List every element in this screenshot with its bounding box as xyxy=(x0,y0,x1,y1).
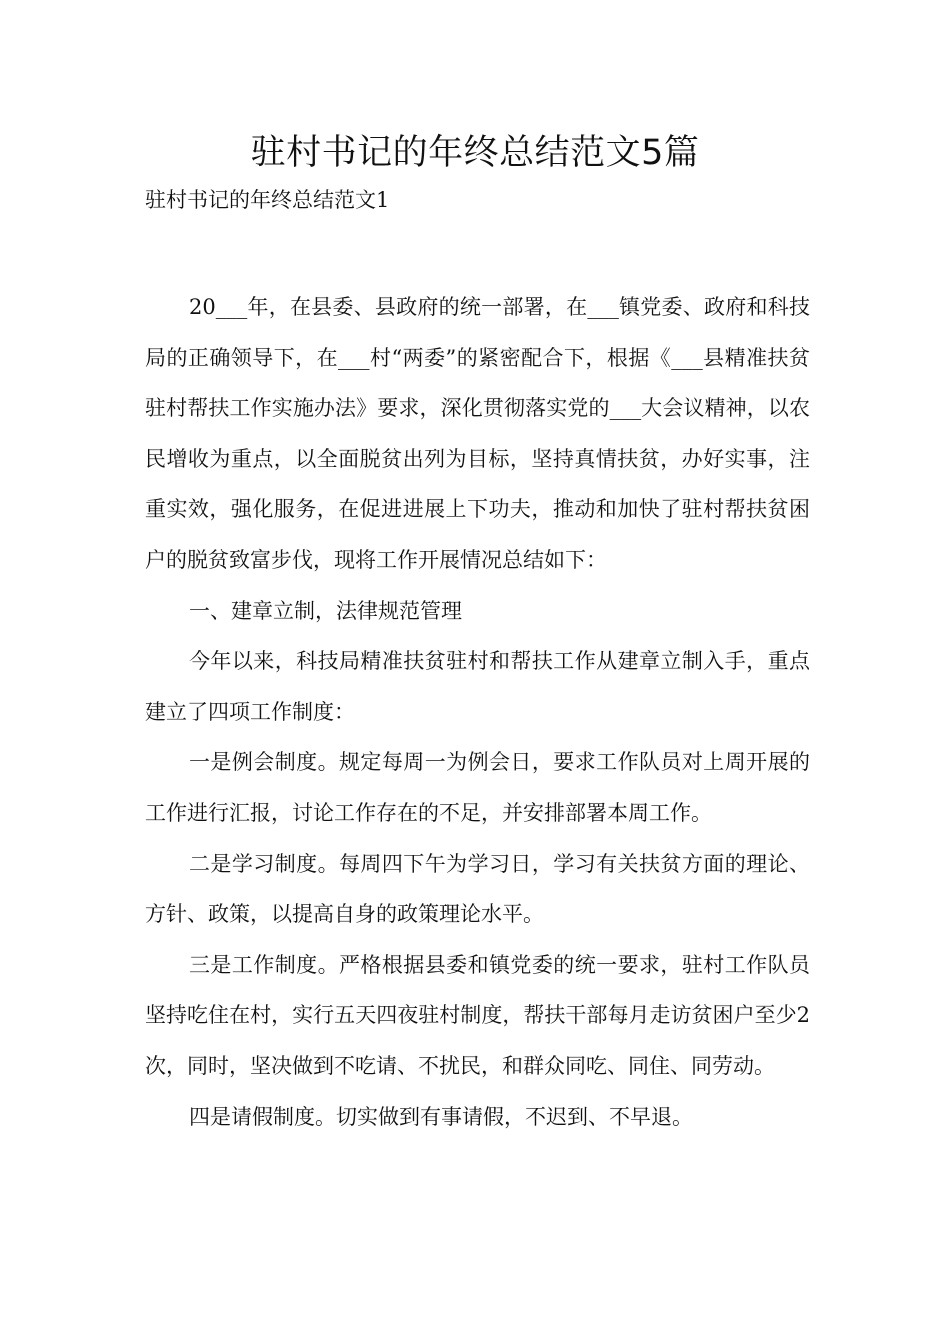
document-title: 驻村书记的年终总结范文5篇 xyxy=(250,133,700,173)
paragraph-meeting-system: 一是例会制度。规定每周一为例会日，要求工作队员对上周开展的工作进行汇报，讨论工作存在的不足，并安排部署本周工作。 xyxy=(145,750,810,825)
paragraph-leave-system: 四是请假制度。切实做到有事请假，不迟到、不早退。 xyxy=(189,1104,693,1129)
paragraph-overview: 今年以来，科技局精准扶贫驻村和帮扶工作从建章立制入手，重点建立了四项工作制度： xyxy=(145,649,810,724)
document-subtitle: 驻村书记的年终总结范文1 xyxy=(145,188,390,212)
paragraph-study-system: 二是学习制度。每周四下午为学习日，学习有关扶贫方面的理论、方针、政策，以提高自身的政策理论水平。 xyxy=(145,851,810,927)
paragraph-work-system: 三是工作制度。严格根据县委和镇党委的统一要求，驻村工作队员坚持吃住在村，实行五天四夜驻村制度，帮扶干部每月走访贫困户至少2次，同时，坚决做到不吃请、不扰民，和群众同吃、同住、同劳动。 xyxy=(145,952,810,1078)
paragraph-intro: 20___年，在县委、县政府的统一部署，在___镇党委、政府和科技局的正确领导下，在___村“两委”的紧密配合下，根据《___县精准扶贫驻村帮扶工作实施办法》要求，深化贯彻落实党的___大会议精神，以农民增收为重点，以全面脱贫出列为目标，坚持真情扶贫，办好实事，注重实效，强化服务，在促进进展上下功夫，推动和加快了驻村帮扶贫困户的脱贫致富步伐，现将工作开展情况总结如下： xyxy=(145,295,810,572)
section-heading-1: 一、建章立制，法律规范管理 xyxy=(189,598,462,623)
document-body xyxy=(145,282,810,1142)
